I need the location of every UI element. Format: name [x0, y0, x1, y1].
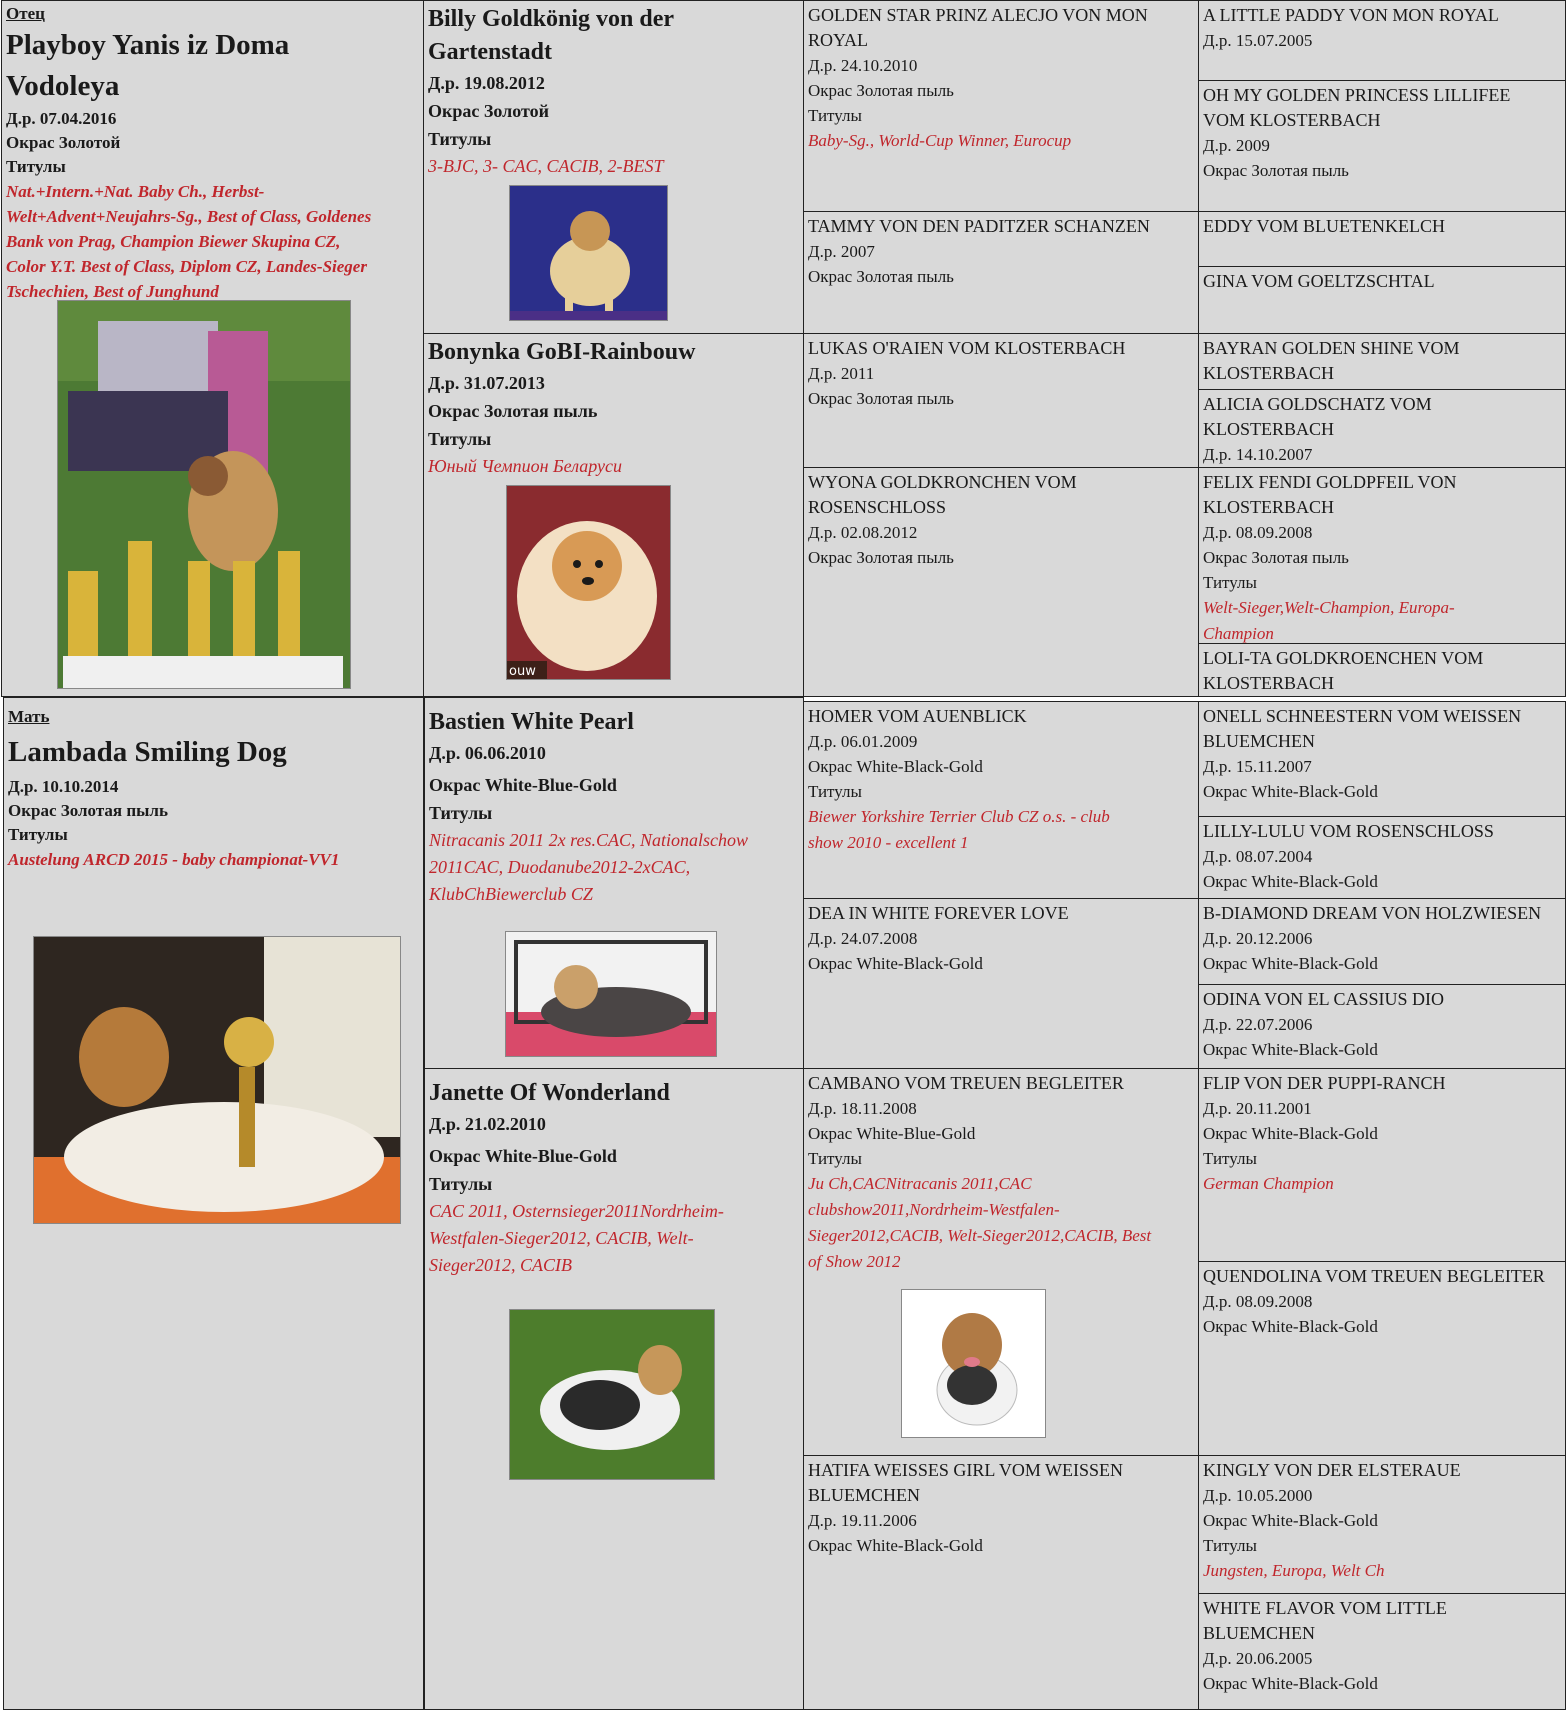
ancestor-name: BAYRAN GOLDEN SHINE VOM — [1203, 338, 1460, 358]
dam-dob: Д.р. 10.10.2014 — [8, 777, 119, 796]
gen4-cell-15 — [1198, 1455, 1566, 1594]
dam-titles-label: Титулы — [8, 825, 68, 844]
ancestor-name: HATIFA WEISSES GIRL VOM WEISSEN — [808, 1460, 1124, 1480]
gen4-cell-14 — [1198, 1261, 1566, 1456]
gen2-photo-bastien — [505, 931, 717, 1057]
ancestor-name: Bonynka GoBI-Rainbouw — [428, 339, 696, 365]
ancestor-dob: Д.р. 20.11.2001 — [1203, 1099, 1312, 1118]
ancestor-name: HOMER VOM AUENBLICK — [808, 706, 1027, 726]
ancestor-titles-label: Титулы — [808, 782, 862, 801]
ancestor-name-line2: KLOSTERBACH — [1203, 419, 1335, 439]
ancestor-dob: Д.р. 19.11.2006 — [808, 1511, 917, 1530]
ancestor-name: OH MY GOLDEN PRINCESS LILLIFEE — [1203, 85, 1511, 105]
ancestor-name: DEA IN WHITE FOREVER LOVE — [808, 903, 1069, 923]
ancestor-dob: Д.р. 08.07.2004 — [1203, 847, 1313, 866]
sire-title-line: Color Y.T. Best of Class, Diplom CZ, Landes-Sieger — [6, 257, 367, 276]
ancestor-color: Окрас White-Black-Gold — [808, 757, 983, 776]
ancestor-titles-label: Титулы — [429, 803, 493, 823]
ancestor-dob: Д.р. 20.12.2006 — [1203, 929, 1313, 948]
ancestor-color: Окрас Золотая пыль — [1203, 161, 1349, 180]
gen4-cell-12 — [1198, 984, 1566, 1069]
ancestor-name-line2: KLOSTERBACH — [1203, 497, 1335, 517]
gen4-cell-16 — [1198, 1593, 1566, 1710]
ancestor-name: GINA VOM GOELTZSCHTAL — [1203, 271, 1435, 291]
ancestor-dob: Д.р. 19.08.2012 — [428, 73, 545, 93]
ancestor-color: Окрас White-Black-Gold — [808, 1536, 983, 1555]
dam-label: Мать — [8, 707, 50, 726]
gen4-cell-13 — [1198, 1068, 1566, 1262]
ancestor-name: LOLI-TA GOLDKROENCHEN VOM — [1203, 648, 1484, 668]
ancestor-name: FLIP VON DER PUPPI-RANCH — [1203, 1073, 1446, 1093]
ancestor-dob: Д.р. 21.02.2010 — [429, 1114, 546, 1134]
gen4-cell-7 — [1198, 467, 1566, 644]
gen4-cell-11 — [1198, 898, 1566, 985]
ancestor-titles-label: Титулы — [428, 129, 492, 149]
ancestor-name: EDDY VOM BLUETENKELCH — [1203, 216, 1445, 236]
ancestor-name: QUENDOLINA VOM TREUEN BEGLEITER — [1203, 1266, 1545, 1286]
ancestor-color: Окрас Золотая пыль — [808, 548, 954, 567]
ancestor-name: GOLDEN STAR PRINZ ALECJO VON MON — [808, 5, 1148, 25]
ancestor-title-line: Sieger2012,CACIB, Welt-Sieger2012,CACIB, Best — [808, 1226, 1152, 1245]
ancestor-dob: Д.р. 15.11.2007 — [1203, 757, 1312, 776]
ancestor-name-line2: KLOSTERBACH — [1203, 363, 1335, 383]
ancestor-name: Bastien White Pearl — [429, 709, 634, 735]
ancestor-color: Окрас Золотой — [428, 101, 549, 121]
ancestor-title-line: Jungsten, Europa, Welt Ch — [1203, 1561, 1385, 1580]
ancestor-color: Окрас Золотая пыль — [808, 267, 954, 286]
ancestor-name: TAMMY VON DEN PADITZER SCHANZEN — [808, 216, 1150, 236]
ancestor-dob: Д.р. 15.07.2005 — [1203, 31, 1313, 50]
ancestor-dob: Д.р. 20.06.2005 — [1203, 1649, 1313, 1668]
ancestor-name-line2: BLUEMCHEN — [1203, 1623, 1315, 1643]
ancestor-dob: Д.р. 31.07.2013 — [428, 373, 545, 393]
ancestor-color: Окрас White-Black-Gold — [1203, 1511, 1378, 1530]
ancestor-name: WYONA GOLDKRONCHEN VOM — [808, 472, 1077, 492]
ancestor-color: Окрас White-Black-Gold — [1203, 1674, 1378, 1693]
ancestor-dob: Д.р. 22.07.2006 — [1203, 1015, 1313, 1034]
ancestor-dob: Д.р. 18.11.2008 — [808, 1099, 917, 1118]
gen4-cell-6 — [1198, 389, 1566, 468]
gen4-cell-4 — [1198, 266, 1566, 334]
ancestor-name: Janette Of Wonderland — [429, 1080, 670, 1106]
ancestor-color: Окрас White-Black-Gold — [1203, 1124, 1378, 1143]
dam-photo — [33, 936, 401, 1224]
ancestor-color: Окрас Золотая пыль — [808, 81, 954, 100]
sire-photo — [57, 300, 351, 689]
ancestor-title-line: 3-BJC, 3- CAC, CACIB, 2-BEST — [428, 156, 664, 176]
gen3-cell-4 — [803, 467, 1199, 697]
ancestor-dob: Д.р. 24.10.2010 — [808, 56, 918, 75]
ancestor-dob: Д.р. 14.10.2007 — [1203, 445, 1313, 464]
gen3-cell-5 — [803, 701, 1199, 899]
ancestor-color: Окрас White-Black-Gold — [1203, 782, 1378, 801]
sire-title-line: Bank von Prag, Champion Biewer Skupina CZ, — [6, 232, 341, 251]
ancestor-color: Окрас White-Black-Gold — [1203, 954, 1378, 973]
ancestor-color: Окрас White-Black-Gold — [808, 954, 983, 973]
ancestor-name-line2: VOM KLOSTERBACH — [1203, 110, 1381, 130]
ancestor-titles-label: Титулы — [808, 106, 862, 125]
gen2-photo-bonynka — [506, 485, 671, 680]
gen4-cell-8 — [1198, 643, 1566, 697]
ancestor-name: Billy Goldkönig von der — [428, 6, 675, 32]
ancestor-name-line2: Gartenstadt — [428, 39, 552, 65]
gen3-cell-8 — [803, 1455, 1199, 1710]
ancestor-color: Окрас Золотая пыль — [808, 389, 954, 408]
ancestor-name-line2: ROSENSCHLOSS — [808, 497, 947, 517]
gen4-cell-10 — [1198, 816, 1566, 899]
sire-name-line2: Vodoleya — [6, 70, 120, 102]
sire-title-line: Tschechien, Best of Junghund — [6, 282, 219, 301]
ancestor-dob: Д.р. 08.09.2008 — [1203, 1292, 1313, 1311]
ancestor-title-line: show 2010 - excellent 1 — [808, 833, 969, 852]
sire-title-line: Welt+Advent+Neujahrs-Sg., Best of Class, Goldenes — [6, 207, 372, 226]
ancestor-titles-label: Титулы — [1203, 1536, 1257, 1555]
gen4-cell-9 — [1198, 701, 1566, 817]
ancestor-dob: Д.р. 08.09.2008 — [1203, 523, 1313, 542]
ancestor-color: Окрас White-Black-Gold — [1203, 872, 1378, 891]
ancestor-name: ONELL SCHNEESTERN VOM WEISSEN — [1203, 706, 1522, 726]
ancestor-name: WHITE FLAVOR VOM LITTLE — [1203, 1598, 1447, 1618]
ancestor-name: ALICIA GOLDSCHATZ VOM — [1203, 394, 1432, 414]
ancestor-dob: Д.р. 10.05.2000 — [1203, 1486, 1313, 1505]
ancestor-color: Окрас White-Black-Gold — [1203, 1317, 1378, 1336]
ancestor-titles-label: Титулы — [808, 1149, 862, 1168]
ancestor-title-line: Юный Чемпион Беларуси — [428, 456, 623, 476]
ancestor-name: A LITTLE PADDY VON MON ROYAL — [1203, 5, 1499, 25]
ancestor-title-line: 2011CAC, Duodanube2012-2xCAC, — [429, 857, 691, 877]
ancestor-dob: Д.р. 2011 — [808, 364, 875, 383]
ancestor-name-line2: ROYAL — [808, 30, 869, 50]
gen3-cell-1 — [803, 0, 1199, 212]
dam-name: Lambada Smiling Dog — [8, 736, 287, 768]
ancestor-titles-label: Титулы — [428, 429, 492, 449]
ancestor-title-line: Champion — [1203, 624, 1274, 643]
gen4-cell-3 — [1198, 211, 1566, 267]
sire-titles-label: Титулы — [6, 157, 66, 176]
ancestor-dob: Д.р. 06.01.2009 — [808, 732, 918, 751]
svg-text:ouw: ouw — [509, 664, 536, 679]
sire-name: Playboy Yanis iz Doma — [6, 29, 290, 61]
gen3-cell-2 — [803, 211, 1199, 334]
ancestor-name: LILLY-LULU VOM ROSENSCHLOSS — [1203, 821, 1494, 841]
ancestor-dob: Д.р. 02.08.2012 — [808, 523, 918, 542]
dam-color: Окрас Золотая пыль — [8, 801, 168, 820]
ancestor-color: Окрас White-Blue-Gold — [429, 1146, 617, 1166]
gen3-cell-6 — [803, 898, 1199, 1069]
ancestor-title-line: Westfalen-Sieger2012, CACIB, Welt- — [429, 1228, 694, 1248]
ancestor-color: Окрас Золотая пыль — [1203, 548, 1349, 567]
ancestor-title-line: Nitracanis 2011 2x res.CAC, Nationalschow — [429, 830, 749, 850]
ancestor-title-line: of Show 2012 — [808, 1252, 901, 1271]
ancestor-title-line: CAC 2011, Osternsieger2011Nordrheim- — [429, 1201, 724, 1221]
ancestor-title-line: German Champion — [1203, 1174, 1334, 1193]
ancestor-titles-label: Титулы — [429, 1174, 493, 1194]
ancestor-name-line2: BLUEMCHEN — [1203, 731, 1315, 751]
ancestor-color: Окрас White-Blue-Gold — [429, 775, 617, 795]
gen3-photo-cambano — [901, 1289, 1046, 1438]
sire-title-line: Nat.+Intern.+Nat. Baby Ch., Herbst- — [6, 182, 265, 201]
sire-dob: Д.р. 07.04.2016 — [6, 109, 117, 128]
ancestor-name: FELIX FENDI GOLDPFEIL VON — [1203, 472, 1457, 492]
ancestor-title-line: Sieger2012, CACIB — [429, 1255, 572, 1275]
sire-color: Окрас Золотой — [6, 133, 121, 152]
ancestor-title-line: Biewer Yorkshire Terrier Club CZ o.s. - club — [808, 807, 1110, 826]
ancestor-color: Окрас White-Black-Gold — [1203, 1040, 1378, 1059]
ancestor-dob: Д.р. 06.06.2010 — [429, 743, 546, 763]
sire-label: Отец — [6, 4, 45, 23]
gen3-cell-3 — [803, 333, 1199, 468]
ancestor-name: KINGLY VON DER ELSTERAUE — [1203, 1460, 1461, 1480]
ancestor-color: Окрас White-Blue-Gold — [808, 1124, 976, 1143]
gen4-cell-1 — [1198, 0, 1566, 81]
ancestor-title-line: KlubChBiewerclub CZ — [429, 884, 593, 904]
dam-title-line: Austelung ARCD 2015 - baby championat-VV1 — [8, 850, 340, 869]
ancestor-name: LUKAS O'RAIEN VOM KLOSTERBACH — [808, 338, 1126, 358]
ancestor-dob: Д.р. 24.07.2008 — [808, 929, 918, 948]
ancestor-title-line: clubshow2011,Nordrheim-Westfalen- — [808, 1200, 1060, 1219]
ancestor-dob: Д.р. 2007 — [808, 242, 875, 261]
gen2-photo-janette — [509, 1309, 715, 1480]
ancestor-name: ODINA VON EL CASSIUS DIO — [1203, 989, 1445, 1009]
ancestor-name: CAMBANO VOM TREUEN BEGLEITER — [808, 1073, 1124, 1093]
ancestor-title-line: Baby-Sg., World-Cup Winner, Eurocup — [808, 131, 1072, 150]
ancestor-title-line: Welt-Sieger,Welt-Champion, Europa- — [1203, 598, 1455, 617]
gen4-cell-5 — [1198, 333, 1566, 390]
ancestor-title-line: Ju Ch,CACNitracanis 2011,CAC — [808, 1174, 1032, 1193]
ancestor-color: Окрас Золотая пыль — [428, 401, 598, 421]
ancestor-name: B-DIAMOND DREAM VON HOLZWIESEN — [1203, 903, 1542, 923]
ancestor-name-line2: KLOSTERBACH — [1203, 673, 1335, 693]
ancestor-titles-label: Титулы — [1203, 1149, 1257, 1168]
ancestor-name-line2: BLUEMCHEN — [808, 1485, 920, 1505]
gen4-cell-2 — [1198, 80, 1566, 212]
ancestor-titles-label: Титулы — [1203, 573, 1257, 592]
ancestor-dob: Д.р. 2009 — [1203, 136, 1270, 155]
gen2-photo-billy — [509, 185, 668, 321]
